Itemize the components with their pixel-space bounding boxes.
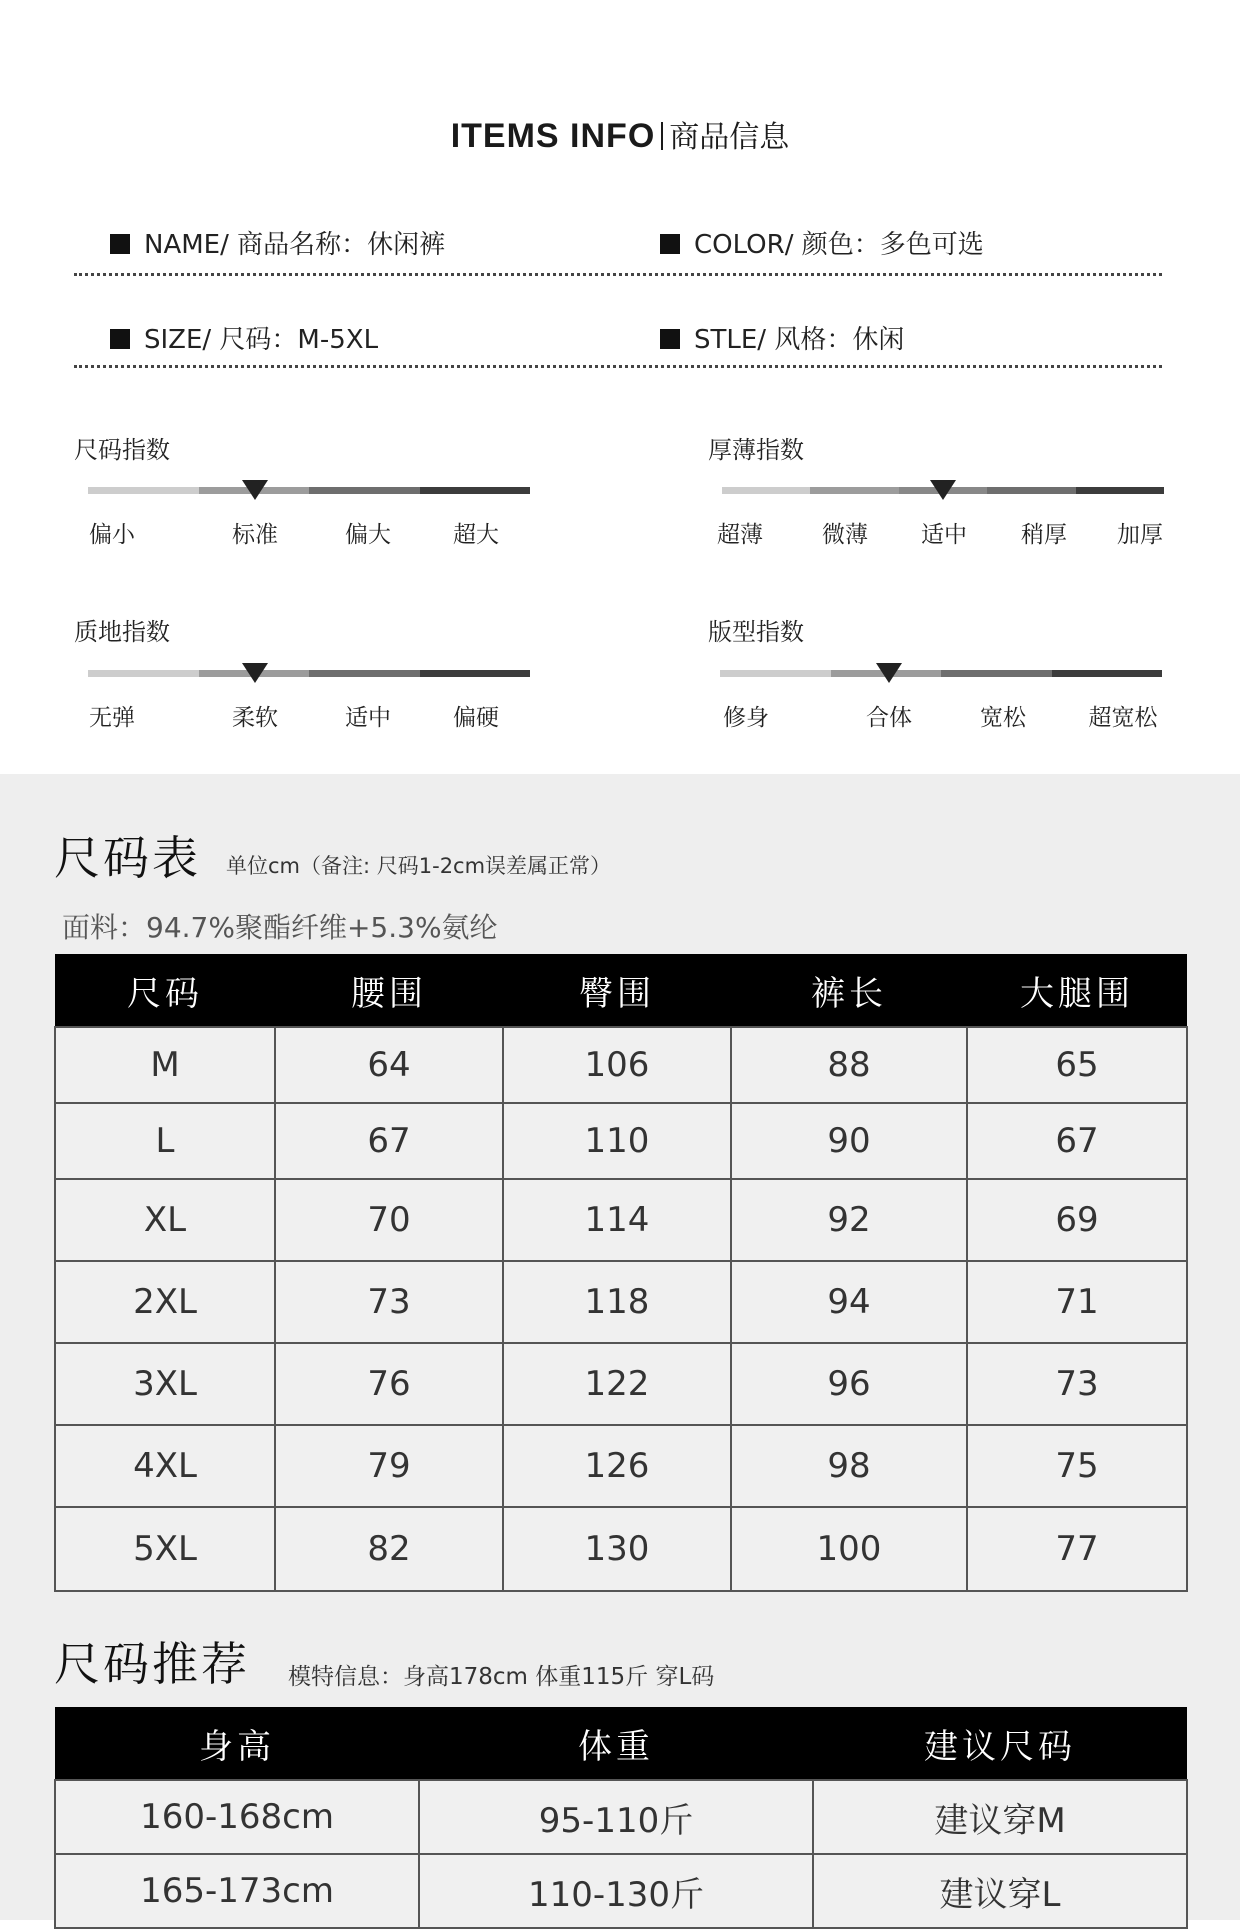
size-chart-table xyxy=(54,954,1188,1592)
table-cell: 76 xyxy=(275,1343,503,1425)
table-cell: 92 xyxy=(731,1179,967,1261)
column-header: 尺码 xyxy=(55,954,275,1027)
size-index-label: 偏大 xyxy=(345,522,391,548)
heading-cn: 商品信息 xyxy=(669,120,790,155)
table-row xyxy=(55,1179,1187,1261)
table-cell: 79 xyxy=(275,1425,503,1507)
heading-divider xyxy=(661,122,663,150)
fit-index-label: 超宽松 xyxy=(1088,705,1158,731)
table-cell: 64 xyxy=(275,1027,503,1103)
table-cell: 4XL xyxy=(55,1425,275,1507)
table-cell: 82 xyxy=(275,1507,503,1591)
fabric-info: 面料：94.7%聚酯纤维+5.3%氨纶 xyxy=(62,911,498,944)
size-chart-note: 单位cm（备注: 尺码1-2cm误差属正常） xyxy=(226,854,612,878)
items-info-heading xyxy=(0,112,1240,156)
column-header: 身高 xyxy=(55,1707,419,1780)
model-info: 模特信息：身高178cm 体重115斤 穿L码 xyxy=(288,1664,715,1690)
table-cell: 94 xyxy=(731,1261,967,1343)
info-name-text: NAME/ 商品名称：休闲裤 xyxy=(144,230,446,260)
fit-index-marker-icon xyxy=(876,663,902,683)
recommend-header-row xyxy=(55,1707,1187,1780)
column-header: 大腿围 xyxy=(967,954,1187,1027)
table-cell: 106 xyxy=(503,1027,731,1103)
table-cell: 73 xyxy=(967,1343,1187,1425)
fit-index-bar xyxy=(720,670,1162,677)
table-cell: 77 xyxy=(967,1507,1187,1591)
size-index-label: 超大 xyxy=(453,522,499,548)
table-cell: 126 xyxy=(503,1425,731,1507)
texture-index-label: 柔软 xyxy=(232,705,278,731)
thickness-index-label: 超薄 xyxy=(717,522,763,548)
table-cell: 98 xyxy=(731,1425,967,1507)
table-cell: 118 xyxy=(503,1261,731,1343)
table-cell: 73 xyxy=(275,1261,503,1343)
square-bullet-icon xyxy=(660,234,680,254)
size-index-marker-icon xyxy=(242,480,268,500)
table-cell: 5XL xyxy=(55,1507,275,1591)
table-row xyxy=(55,1027,1187,1103)
square-bullet-icon xyxy=(110,329,130,349)
table-cell: 110-130斤 xyxy=(419,1854,813,1928)
thickness-index-label: 加厚 xyxy=(1117,522,1163,548)
thickness-index-label: 适中 xyxy=(921,522,967,548)
dotted-divider xyxy=(74,365,1162,368)
square-bullet-icon xyxy=(660,329,680,349)
thickness-index-label: 稍厚 xyxy=(1021,522,1067,548)
thickness-index-marker-icon xyxy=(930,480,956,500)
table-cell: 110 xyxy=(503,1103,731,1179)
size-chart-header-row xyxy=(55,954,1187,1027)
size-chart-title: 尺码表 xyxy=(54,831,201,885)
table-cell: 88 xyxy=(731,1027,967,1103)
table-row xyxy=(55,1103,1187,1179)
table-cell: 165-173cm xyxy=(55,1854,419,1928)
table-cell: 67 xyxy=(967,1103,1187,1179)
table-cell: 75 xyxy=(967,1425,1187,1507)
info-size-text: SIZE/ 尺码：M-5XL xyxy=(144,325,379,355)
texture-index-label: 偏硬 xyxy=(453,705,499,731)
info-color-text: COLOR/ 颜色：多色可选 xyxy=(694,230,984,260)
table-row xyxy=(55,1425,1187,1507)
size-index-label: 偏小 xyxy=(89,522,135,548)
info-style-text: STLE/ 风格：休闲 xyxy=(694,325,905,355)
texture-index-marker-icon xyxy=(242,663,268,683)
table-cell: 71 xyxy=(967,1261,1187,1343)
table-cell: 69 xyxy=(967,1179,1187,1261)
table-cell: L xyxy=(55,1103,275,1179)
column-header: 体重 xyxy=(419,1707,813,1780)
table-cell: 建议穿M xyxy=(813,1780,1187,1854)
info-name xyxy=(110,224,445,261)
heading-en: ITEMS INFO xyxy=(450,117,656,155)
info-color xyxy=(660,224,984,261)
table-cell: 90 xyxy=(731,1103,967,1179)
table-cell: 2XL xyxy=(55,1261,275,1343)
column-header: 裤长 xyxy=(731,954,967,1027)
size-index-bar xyxy=(88,487,530,494)
column-header: 腰围 xyxy=(275,954,503,1027)
texture-index-label: 适中 xyxy=(345,705,391,731)
size-index-label: 标准 xyxy=(232,522,278,548)
texture-index-title: 质地指数 xyxy=(74,618,170,646)
table-cell: 122 xyxy=(503,1343,731,1425)
table-cell: XL xyxy=(55,1179,275,1261)
table-cell: 70 xyxy=(275,1179,503,1261)
table-cell: 建议穿L xyxy=(813,1854,1187,1928)
table-cell: 3XL xyxy=(55,1343,275,1425)
table-row xyxy=(55,1854,1187,1928)
fit-index-label: 合体 xyxy=(866,705,912,731)
column-header: 建议尺码 xyxy=(813,1707,1187,1780)
table-cell: 67 xyxy=(275,1103,503,1179)
dotted-divider xyxy=(74,273,1162,276)
table-cell: 160-168cm xyxy=(55,1780,419,1854)
recommend-title: 尺码推荐 xyxy=(54,1637,250,1691)
table-cell: 96 xyxy=(731,1343,967,1425)
info-style xyxy=(660,319,904,356)
texture-index-bar xyxy=(88,670,530,677)
items-info-section xyxy=(0,0,1240,774)
recommend-table xyxy=(54,1707,1188,1929)
column-header: 臀围 xyxy=(503,954,731,1027)
info-size xyxy=(110,319,378,356)
table-cell: 95-110斤 xyxy=(419,1780,813,1854)
fit-index-label: 修身 xyxy=(723,705,769,731)
table-cell: M xyxy=(55,1027,275,1103)
table-row xyxy=(55,1780,1187,1854)
table-cell: 100 xyxy=(731,1507,967,1591)
texture-index-label: 无弹 xyxy=(89,705,135,731)
size-index-title: 尺码指数 xyxy=(74,436,170,464)
table-row xyxy=(55,1343,1187,1425)
table-cell: 130 xyxy=(503,1507,731,1591)
thickness-index-title: 厚薄指数 xyxy=(708,436,804,464)
square-bullet-icon xyxy=(110,234,130,254)
size-section xyxy=(0,774,1240,1920)
table-cell: 114 xyxy=(503,1179,731,1261)
table-cell: 65 xyxy=(967,1027,1187,1103)
table-row xyxy=(55,1507,1187,1591)
thickness-index-label: 微薄 xyxy=(822,522,868,548)
table-row xyxy=(55,1261,1187,1343)
fit-index-title: 版型指数 xyxy=(708,618,804,646)
fit-index-label: 宽松 xyxy=(980,705,1026,731)
